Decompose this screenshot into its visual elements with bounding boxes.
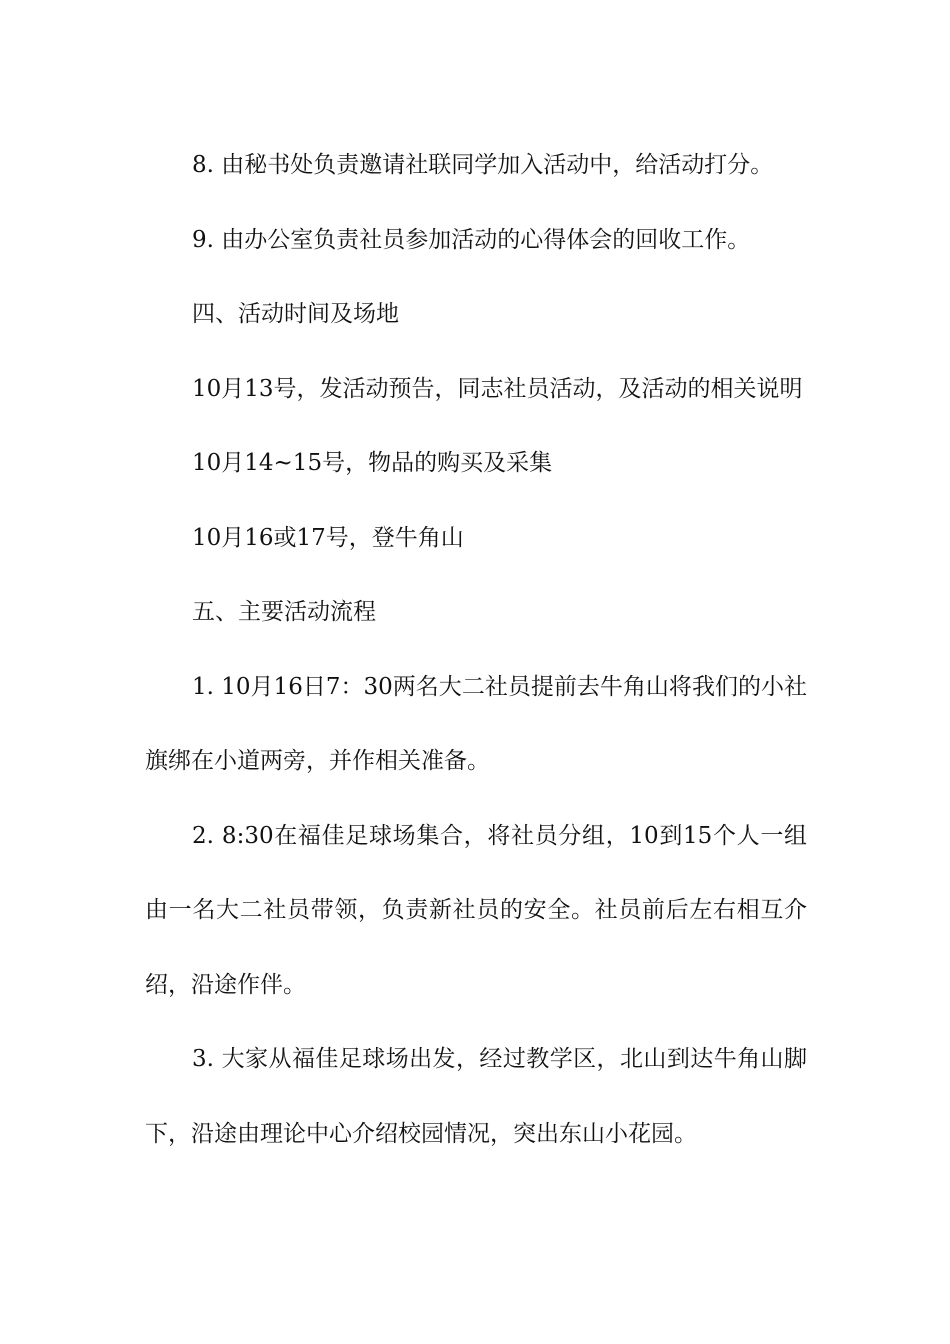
flow-step-2: 2. 8:30在福佳足球场集合，将社员分组，10到15个人一组由一名大二社员带领，负责新社员的安全。社员前后左右相互介绍，沿途作伴。 <box>145 822 808 998</box>
paragraph-oct-13: 10月13号，发活动预告，同志社员活动，及活动的相关说明 <box>192 375 803 402</box>
flow-step-3: 3. 大家从福佳足球场出发，经过教学区，北山到达牛角山脚下，沿途由理论中心介绍校园情况，突出东山小花园。 <box>145 1046 807 1147</box>
section-heading-activity-time: 四、活动时间及场地 <box>192 301 399 327</box>
flow-step-1: 1. 10月16日7：30两名大二社员提前去牛角山将我们的小社旗绑在小道两旁，并作相关准备。 <box>145 673 807 774</box>
document-body <box>145 128 807 1171</box>
paragraph-item-8: 8. 由秘书处负责邀请社联同学加入活动中，给活动打分。 <box>192 152 774 178</box>
paragraph-oct-14-15: 10月14~15号，物品的购买及采集 <box>192 450 553 476</box>
paragraph-item-9: 9. 由办公室负责社员参加活动的心得体会的回收工作。 <box>192 226 751 253</box>
paragraph-oct-16-17: 10月16或17号，登牛角山 <box>192 524 464 551</box>
section-heading-main-flow: 五、主要活动流程 <box>192 599 376 625</box>
